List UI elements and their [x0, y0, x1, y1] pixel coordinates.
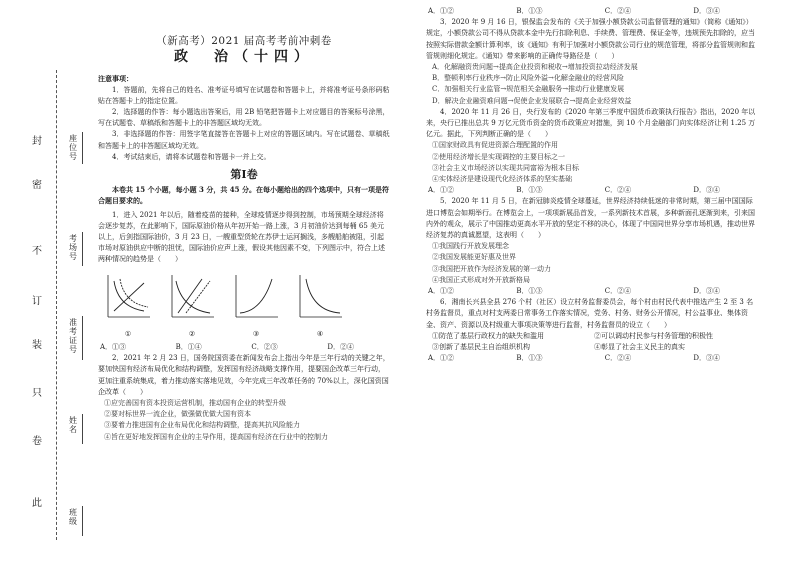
question-option: ①防范了基层行政权力的缺失和滥用 [432, 331, 544, 340]
question-4-stem: 4．2020 年 11 月 26 日，央行发布的《2020 年第三季度中国货币政策执行报告》指出，2020 年以来，央行已推出总共 9 万亿元货币资金的货币政策应对措施，到 10 个月金融部门向实体经济让利 1.25 万亿元。据此，下列判断正确的是（ ） [426, 107, 756, 139]
field-line [82, 232, 83, 266]
note-item: 4．考试结束后，请将本试题卷和答题卡一并上交。 [112, 152, 271, 161]
document-subject: 政 治（十四） [174, 49, 314, 66]
document-title: （新高考）2021 届高考考前冲刺卷 [156, 35, 332, 47]
question-1-graphs [98, 269, 390, 340]
part-intro: 本卷共 15 个小题，每小题 3 分，共 45 分。在每小题给出的四个选项中，只有一项是符合题目要求的。 [98, 185, 389, 206]
answer-option[interactable]: B．①④ [175, 343, 202, 352]
answer-option[interactable]: A．①③ [100, 343, 127, 352]
answer-option[interactable]: B．①③ [516, 287, 543, 296]
question-3-stem: 3．2020 年 9 月 16 日，银保监会发布的《关于加强小额贷款公司监督管理的通知》（简称《通知》）规定，小额贷款公司不得从贷款本金中先行扣除利息、手续费、管理费、保证金等，违规预先扣除的，应当按照实际借款金额计算利率，该《通知》有利于加强对小额贷款公司行业的规范管理，将部分监管规则和监管规则细化规定。《通知》带来影响的正确传导路径是（ ） [426, 18, 755, 60]
field-line [82, 132, 83, 164]
graph-label: ④ [316, 329, 324, 338]
question-1-answers [98, 342, 390, 353]
field-seat-number: 座位号 [69, 134, 77, 161]
answer-option[interactable]: A．①② [428, 7, 455, 15]
question-option[interactable]: A．化解融资贵问题→提高企业投资和税收→增加投资拉动经济发展 [432, 63, 638, 72]
question-option: ④旨在更好地发挥国有企业的主导作用，提高国有经济在行业中的控制力 [104, 432, 328, 441]
question-option: ④彰显了社会主义民主的真实 [594, 343, 685, 352]
field-exam-room: 考场号 [69, 234, 77, 261]
answer-option[interactable]: D．③④ [693, 354, 720, 363]
question-option: ③创新了基层民主自治组织机构 [432, 343, 530, 352]
question-6-stem: 6．湘南长兴县全县 276 个村（社区）设立村务监督委员会，每个村由村民代表中推选产生 2 至 3 名村务监督员，重点对村支两委日常事务工作落实情况，党务、村务、财务公开情况，村公益事业、集体资金、资产、资源以及村级重大事项决策等进行监督，村务监督员的设立（ ） [426, 298, 754, 329]
question-option: ①我国践行开放发展理念 [432, 242, 509, 251]
right-column [426, 6, 756, 365]
answer-option[interactable]: B．①③ [516, 7, 543, 15]
answer-option[interactable]: A．①② [428, 186, 455, 195]
seal-char: 密 [30, 176, 44, 191]
field-name: 姓名 [69, 416, 77, 434]
answer-option[interactable]: D．②④ [327, 343, 354, 352]
graph-label: ② [188, 329, 196, 338]
field-line [82, 506, 83, 536]
graph-3-svg [232, 269, 280, 325]
question-option[interactable]: C．加强相关行业监管→规范相关金融服务→推动行业健康发展 [432, 85, 625, 94]
seal-char: 此 [30, 494, 44, 509]
question-option: ②我国发展能更好惠及世界 [432, 253, 516, 262]
question-option: ③要着力推进国有企业布局优化和结构调整，提高其抗风险能力 [104, 421, 300, 430]
seal-char: 不 [30, 242, 44, 257]
part-heading: 第Ⅰ卷 [230, 168, 258, 182]
seal-char: 只 [30, 384, 44, 399]
graph-3 [232, 269, 280, 340]
answer-option[interactable]: D．③④ [693, 7, 720, 15]
question-option[interactable]: D．解决企业融资难问题→促使企业发展联合→提高企业经营效益 [432, 96, 632, 105]
question-option: ①国家财政具有促进资源合理配置的作用 [432, 141, 558, 150]
question-option: ③我国把开放作为经济发展的第一动力 [432, 264, 551, 273]
question-6-answers [426, 353, 756, 364]
question-5-answers [426, 286, 756, 297]
field-line [82, 316, 83, 360]
answer-option[interactable]: D．③④ [693, 287, 720, 296]
question-2-stem: 2．2021 年 2 月 23 日，国务院国资委在新闻发布会上指出今年是三年行动的关键之年，要加快国有经济布局优化和结构调整，发挥国有经济战略支撑作用，提要国企改革三年行动，更加注重系统集成，着力推动落实落地见效，今年完成三年改革任务的 70%以上，深化国资国企改革（ ） [98, 354, 390, 396]
answer-option[interactable]: B．①③ [516, 354, 543, 363]
binding-margin [0, 0, 96, 562]
question-option: ②要对标世界一流企业，做强做优做大国有资本 [104, 410, 251, 419]
seal-char: 卷 [30, 432, 44, 447]
question-option: ④我国正式形成对外开放新格局 [432, 275, 530, 284]
question-option: ②使用经济增长是实现调控的主要目标之一 [432, 152, 565, 161]
seal-line [56, 70, 57, 540]
note-item: 2．选择题的作答：每小题选出答案后，用 2B 铅笔把答题卡上对应题目的答案标号涂黑，写在试题卷、草稿纸和答题卡上的非答题区域均无效。 [98, 108, 390, 128]
graph-2 [168, 269, 216, 340]
answer-option[interactable]: D．③④ [693, 186, 720, 195]
question-option: ①应完善国有资本投资运营机制，推动国有企业的转型升级 [104, 399, 286, 408]
graph-label: ③ [252, 329, 260, 338]
notes-heading: 注意事项： [98, 74, 133, 84]
question-option: ②可以调动村民参与村务管理的积极性 [594, 331, 713, 340]
question-option: ④实体经济是建设现代化经济体系的坚实基础 [432, 175, 572, 184]
question-4-answers [426, 185, 756, 196]
seal-char: 订 [30, 292, 44, 307]
answer-option[interactable]: A．①② [428, 287, 455, 296]
answer-option[interactable]: B．①③ [516, 186, 543, 195]
field-admission-number: 准考证号 [69, 318, 77, 354]
question-6-options [426, 331, 756, 353]
answer-option[interactable]: C．②④ [604, 354, 632, 363]
graph-2-svg [168, 269, 216, 325]
field-line [82, 414, 83, 444]
question-5-stem: 5．2020 年 11 月 5 日，在新冠肺炎疫情全球蔓延，世界经济持续低迷的非常时期，第三届中国国际进口博览会如期举行。在博览会上，一项项新展品首发，一系列新技术首展，多种新面孔逐渐到来，引来国内外的观众，展示了中国推动更高水平开放的坚定不移的决心，体现了中国同世界分享市场机遇，推动世界经济复苏的真诚愿望，这表明（ ） [426, 197, 755, 240]
graph-4 [296, 269, 344, 340]
answer-option[interactable]: C．②③ [251, 343, 278, 352]
seal-char: 装 [30, 336, 44, 351]
answer-option[interactable]: C．②④ [604, 287, 632, 296]
graph-1-svg [104, 269, 152, 325]
graph-4-svg [296, 269, 344, 325]
left-column [98, 6, 390, 443]
note-item: 3．非选择题的作答：用签字笔直接答在答题卡上对应的答题区域内。写在试题卷、草稿纸和答题卡上的非答题区域均无效。 [98, 130, 390, 150]
note-item: 1．答题前，先将自己的姓名、准考证号填写在试题卷和答题卡上，并将准考证号条形码粘贴在答题卡上的指定位置。 [98, 85, 390, 105]
seal-char: 封 [30, 132, 44, 147]
field-class: 班级 [69, 508, 77, 526]
question-1-stem: 1．进入 2021 年以后，随着疫苗的接种，全球疫情逐步得到控制，市场预期全球经济将会逐步复苏，在此影响下，国际原油价格从年初开始一路上涨，3 月初油价达到每桶 65 美元以上，后剑指国际油价，3 月 23 日，一艘重型货轮在苏伊士运河搁浅，多艘船舶被阻，引起市场对原油供应中断的担忧，国际油价应声上涨，假设其他因素不变，下列图示中，符合上述两种情况的趋势是（ ） [98, 210, 385, 264]
graph-label: ① [124, 329, 132, 338]
question-option: ③社会主义市场经济以实现共同富裕为根本目标 [432, 163, 579, 172]
question-option[interactable]: B．整顿利率行业秩序→防止风险外溢→化解金融业的经营风险 [432, 74, 624, 83]
answer-option[interactable]: C．②④ [604, 186, 632, 195]
graph-1 [104, 269, 152, 340]
answer-option[interactable]: A．①② [428, 354, 455, 363]
answer-option[interactable]: C．②④ [604, 7, 632, 15]
question-2-answers [426, 6, 756, 17]
